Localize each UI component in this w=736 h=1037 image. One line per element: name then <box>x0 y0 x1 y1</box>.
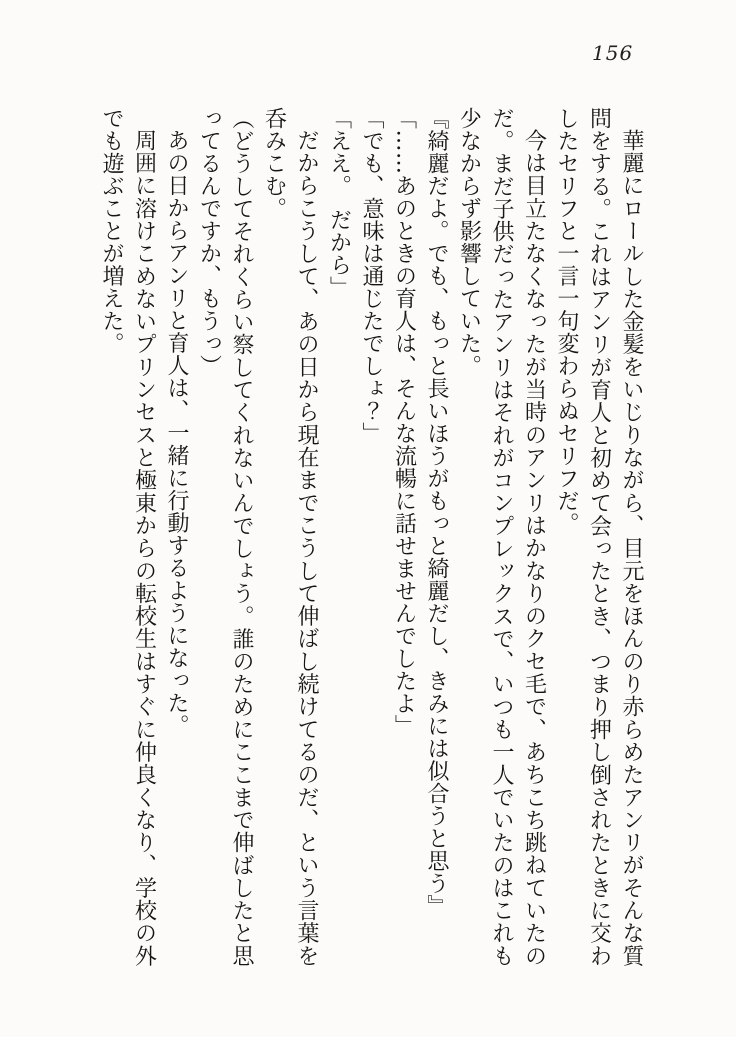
paragraph: 華麗にロールした金髪をいじりながら、目元をほんのり赤らめたアンリがそんな質問をする。これはアンリが育人と初めて会ったとき、つまり押し倒されたときに交わしたセリフと一言一句変わらぬセリフだ。 <box>554 107 644 967</box>
paragraph: 今は目立たなくなったが当時のアンリはかなりのクセ毛で、あちこち跳ねていたのだ。まだ子供だったアンリはそれがコンプレックスで、いつも一人でいたのはこれも少なからず影響していた。 <box>456 107 547 967</box>
paragraph-dialogue: 「でも、意味は通じたでしょ？」 <box>359 107 384 445</box>
paragraph: 周囲に溶けこめないプリンセスと極東からの転校生はすぐに仲良くなり、学校の外でも遊ぶことが増えた。 <box>99 107 157 967</box>
paragraph-dialogue: 「ええ。 だから」 <box>326 107 352 299</box>
paragraph-dialogue: 『綺麗だよ。でも、もっと長いほうがもっと綺麗だし、きみには似合うと思う』 <box>424 107 449 917</box>
paragraph-dialogue: 「……あのときの育人は、そんな流暢に話せませんでしたよ」 <box>391 107 417 737</box>
vertical-text-block <box>95 107 648 967</box>
paragraph-thought: （どうしてそれくらい察してくれないんでしょう。誰のためにここまで伸ばしたと思ってるんですか、もうっ） <box>196 107 254 967</box>
paragraph: だからこうして、あの日から現在までこうして伸ばし続けてるのだ、という言葉を呑みこむ。 <box>261 107 319 967</box>
page-number: 156 <box>592 41 634 65</box>
paragraph: あの日からアンリと育人は、一緒に行動するようになった。 <box>164 129 189 737</box>
